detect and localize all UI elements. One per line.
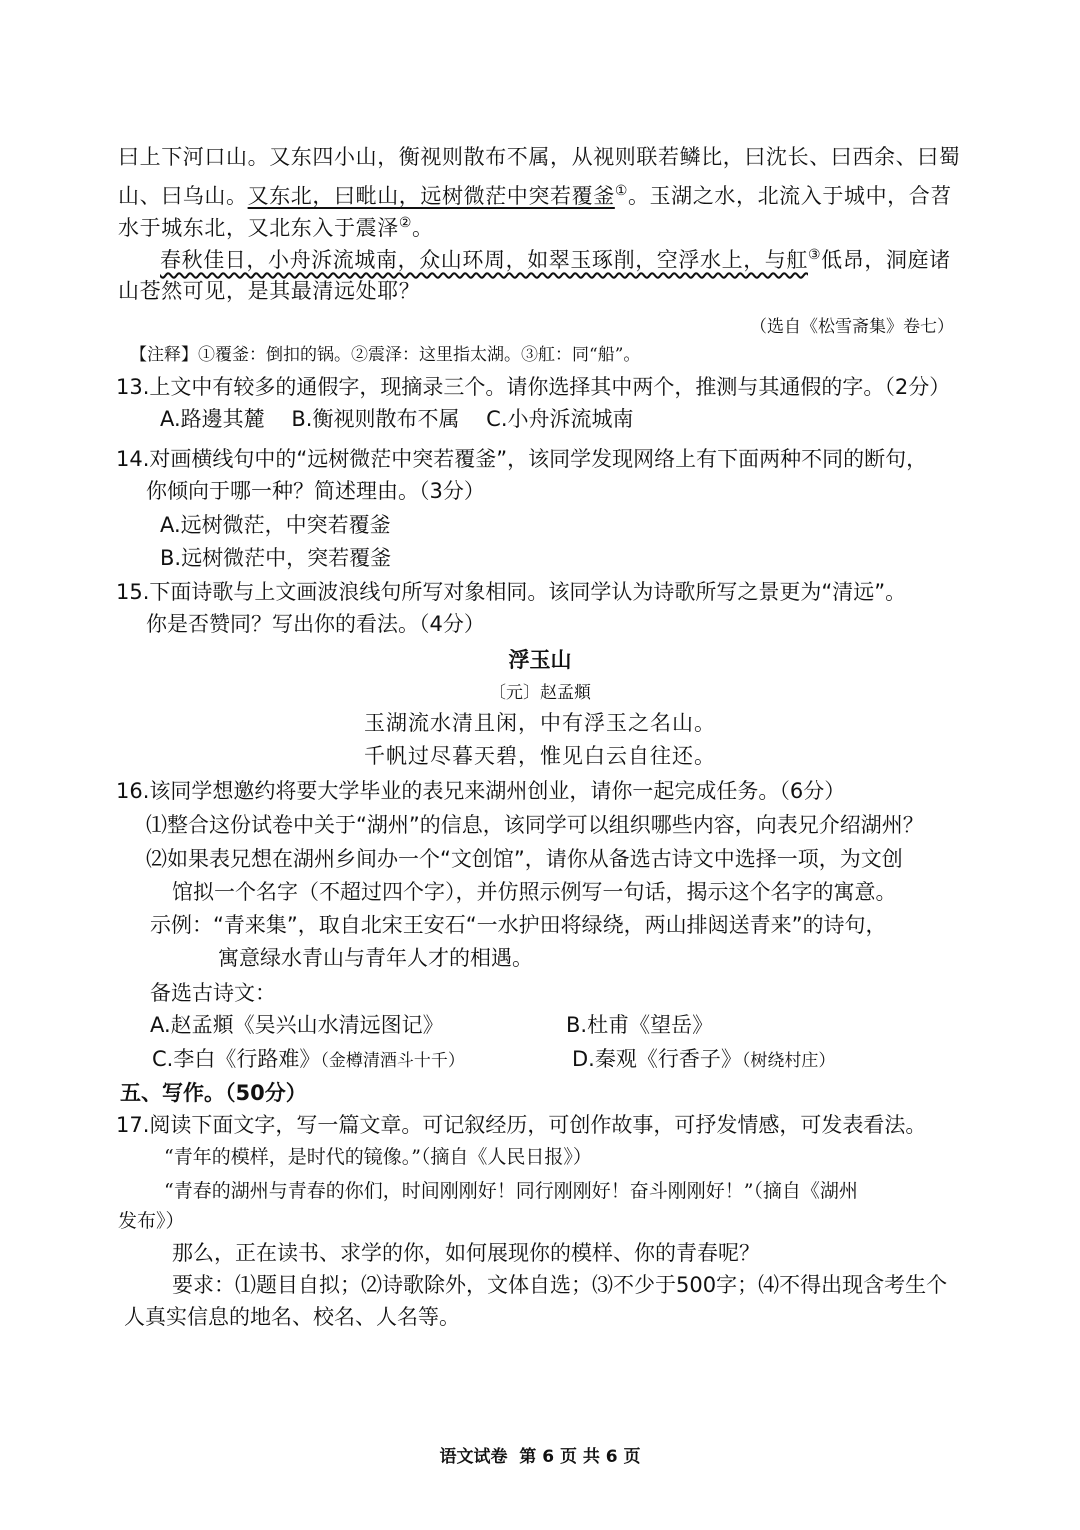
passage-line-5: 山苍然可见，是其最清远处耶？: [118, 279, 421, 303]
q16-stem: 16.该同学想邀约将要大学毕业的表兄来湖州创业，请你一起完成任务。（6分）: [116, 779, 846, 803]
passage-text: 。: [411, 216, 434, 240]
q13-options: A.路邊其麓 B.衡视则散布不属 C.小舟泝流城南: [160, 407, 634, 431]
passage-text: 低昂，洞庭诸: [821, 248, 951, 272]
note-marker: ①: [614, 183, 628, 199]
q15-stem-1: 15.下面诗歌与上文画波浪线句所写对象相同。该同学认为诗歌所写之景更为“清远”。: [116, 580, 907, 604]
q16-part-2a: ⑵如果表兄想在湖州乡间办一个“文创馆”，请你从备选古诗文中选择一项，为文创: [146, 847, 903, 871]
q17-quote-2a: “青春的湖州与青春的你们，时间刚刚好！同行刚刚好！奋斗刚刚好！”（摘自《湖州: [164, 1180, 858, 1202]
underlined-sentence: 又东北，曰毗山，远树微茫中突若覆釜: [247, 184, 615, 208]
option-note: （树绕村庄）: [741, 1051, 836, 1071]
q14-stem-1: 14.对画横线句中的“远树微茫中突若覆釜”，该同学发现网络上有下面两种不同的断句，: [116, 447, 928, 471]
passage-line-2: [118, 176, 952, 211]
passage-source: （选自《松雪斋集》卷七）: [750, 317, 954, 337]
passage-line-3: [118, 208, 434, 243]
q16-part-2b: 馆拟一个名字（不超过四个字），并仿照示例写一句话，揭示这个名字的寓意。: [172, 880, 897, 904]
passage-notes: 【注释】①覆釜：倒扣的锅。②震泽：这里指太湖。③舡：同“船”。: [130, 345, 641, 365]
poem-title: 浮玉山: [508, 648, 572, 672]
page-footer: 语文试卷 第 6 页 共 6 页: [439, 1447, 641, 1467]
q16-candidates-label: 备选古诗文：: [150, 981, 276, 1005]
q14-stem-2: 你倾向于哪一种？简述理由。（3分）: [146, 479, 485, 503]
passage-line-1: 曰上下河口山。又东四小山，衡视则散布不属，从视则联若鳞比，曰沈长、曰西余、曰蜀: [118, 145, 961, 169]
q17-requirements-2: 人真实信息的地名、校名、人名等。: [124, 1305, 460, 1329]
q17-quote-1: “青年的模样，是时代的镜像。”（摘自《人民日报》）: [164, 1146, 592, 1168]
q16-option-c: [152, 1044, 465, 1076]
q17-prompt: 那么，正在读书、求学的你，如何展现你的模样、你的青春呢？: [172, 1241, 760, 1265]
passage-text: 水于城东北，又北东入于震泽: [118, 216, 399, 240]
section-heading-writing: 五、写作。（50分）: [120, 1081, 307, 1105]
q17-requirements-1: 要求：⑴题目自拟；⑵诗歌除外，文体自选；⑶不少于500字；⑷不得出现含考生个: [172, 1273, 948, 1297]
poem-author: 〔元〕赵孟頫: [489, 683, 591, 703]
q14-option-a: A.远树微茫，中突若覆釜: [160, 513, 391, 537]
passage-text: 山、曰乌山。: [118, 184, 248, 208]
poem-line-2: 千帆过尽暮天碧，惟见白云自往还。: [364, 744, 716, 768]
q16-option-b: B.杜甫《望岳》: [566, 1013, 714, 1037]
q13-stem: 13.上文中有较多的通假字，现摘录三个。请你选择其中两个，推测与其通假的字。（2分）: [116, 375, 951, 399]
passage-text: 。玉湖之水，北流入于城中，合苕: [627, 184, 952, 208]
q16-example-1: 示例：“青来集”，取自北宋王安石“一水护田将绿绕，两山排闼送青来”的诗句，: [150, 913, 887, 937]
wavy-sentence: 春秋佳日，小舟泝流城南，众山环周，如翠玉琢削，空浮水上，与舡: [160, 248, 808, 272]
note-marker: ②: [398, 215, 412, 231]
q16-option-a: A.赵孟頫《吴兴山水清远图记》: [150, 1013, 444, 1037]
option-title: C.李白《行路难》: [152, 1047, 321, 1071]
q15-stem-2: 你是否赞同？写出你的看法。（4分）: [146, 612, 485, 636]
q16-example-2: 寓意绿水青山与青年人才的相遇。: [218, 946, 533, 970]
option-title: D.秦观《行香子》: [572, 1047, 742, 1071]
option-note: （金樽清酒斗十千）: [320, 1051, 465, 1071]
q16-option-d: [572, 1044, 835, 1076]
q17-quote-2b: 发布》）: [118, 1210, 185, 1232]
note-marker: ③: [808, 247, 822, 263]
poem-line-1: 玉湖流水清且闲，中有浮玉之名山。: [364, 711, 716, 735]
q16-part-1: ⑴整合这份试卷中关于“湖州”的信息，该同学可以组织哪些内容，向表兄介绍湖州？: [146, 813, 924, 837]
q17-stem: 17.阅读下面文字，写一篇文章。可记叙经历，可创作故事，可抒发情感，可发表看法。: [116, 1113, 927, 1137]
q14-option-b: B.远树微茫中，突若覆釜: [160, 546, 392, 570]
passage-line-4: [160, 240, 951, 275]
